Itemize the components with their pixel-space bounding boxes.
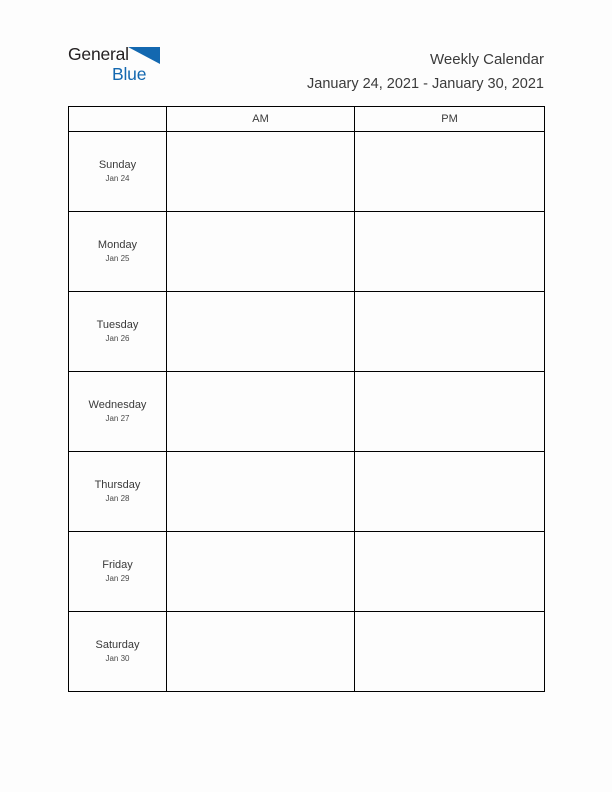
date-range-subtitle: January 24, 2021 - January 30, 2021 <box>307 76 544 92</box>
day-label-cell <box>69 532 167 612</box>
page-title: Weekly Calendar <box>430 51 544 68</box>
day-name: Wednesday <box>88 399 147 411</box>
day-date: Jan 29 <box>105 574 130 583</box>
table-body <box>69 132 545 692</box>
pm-slot-cell[interactable] <box>355 452 545 532</box>
pm-slot-cell[interactable] <box>355 372 545 452</box>
am-slot-cell[interactable] <box>167 132 355 212</box>
table-header <box>69 107 545 132</box>
table-row <box>69 532 545 612</box>
day-name: Saturday <box>95 639 140 651</box>
table-row <box>69 132 545 212</box>
day-date: Jan 25 <box>105 254 130 263</box>
column-header-am: AM <box>167 107 355 132</box>
am-slot-cell[interactable] <box>167 212 355 292</box>
am-slot-cell[interactable] <box>167 292 355 372</box>
logo-text-general: General <box>68 44 129 64</box>
day-label-cell <box>69 452 167 532</box>
table-row <box>69 452 545 532</box>
am-slot-cell[interactable] <box>167 372 355 452</box>
pm-slot-cell[interactable] <box>355 612 545 692</box>
page-header <box>0 0 612 100</box>
am-slot-cell[interactable] <box>167 612 355 692</box>
day-label-cell <box>69 292 167 372</box>
day-date: Jan 28 <box>105 494 130 503</box>
table-row <box>69 372 545 452</box>
weekly-calendar-table <box>68 106 545 692</box>
day-name: Sunday <box>98 159 137 171</box>
column-header-day <box>69 107 167 132</box>
title-block <box>124 50 544 94</box>
day-date: Jan 26 <box>105 334 130 343</box>
table-row <box>69 292 545 372</box>
day-date: Jan 30 <box>105 654 130 663</box>
table-row <box>69 612 545 692</box>
table-header-row <box>69 107 545 132</box>
pm-slot-cell[interactable] <box>355 532 545 612</box>
column-header-pm: PM <box>355 107 545 132</box>
pm-slot-cell[interactable] <box>355 132 545 212</box>
day-name: Thursday <box>94 479 141 491</box>
table-row <box>69 212 545 292</box>
day-date: Jan 24 <box>105 174 130 183</box>
day-name: Tuesday <box>96 319 139 331</box>
day-name: Friday <box>102 559 133 571</box>
pm-slot-cell[interactable] <box>355 292 545 372</box>
am-slot-cell[interactable] <box>167 452 355 532</box>
logo-text-blue: Blue <box>112 64 147 84</box>
day-label-cell <box>69 212 167 292</box>
day-label-cell <box>69 372 167 452</box>
pm-slot-cell[interactable] <box>355 212 545 292</box>
am-slot-cell[interactable] <box>167 532 355 612</box>
day-label-cell <box>69 612 167 692</box>
day-name: Monday <box>97 239 138 251</box>
day-label-cell <box>69 132 167 212</box>
day-date: Jan 27 <box>105 414 130 423</box>
